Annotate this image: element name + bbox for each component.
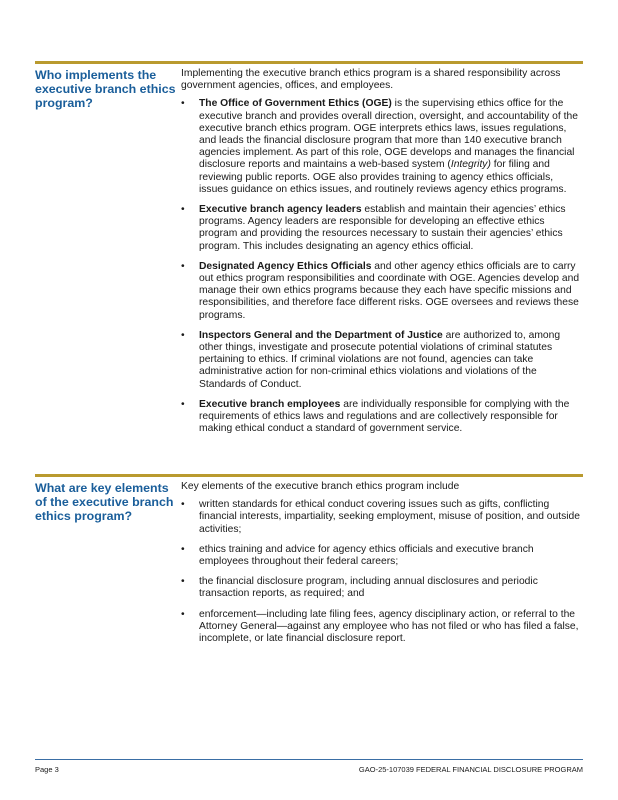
bullet-icon: • — [181, 543, 185, 555]
section-answer — [181, 477, 583, 653]
item-bold: Inspectors General and the Department of Justice — [199, 329, 443, 341]
bullet-icon: • — [181, 576, 185, 588]
section-question: What are key elements of the executive branch ethics program? — [35, 481, 174, 524]
report-id: GAO-25-107039 FEDERAL FINANCIAL DISCLOSURE PROGRAM — [358, 765, 583, 774]
bullet-icon: • — [181, 204, 185, 216]
list-item — [181, 98, 583, 196]
item-text: for filing and reviewing public reports. OGE also provides training to agency ethics officials, issues guidance on ethics issues, and routinely reviews agency ethics programs. — [199, 159, 567, 195]
section-who-implements — [35, 61, 583, 443]
footer-rule — [35, 759, 583, 760]
section-answer — [181, 64, 583, 443]
page-number: Page 3 — [35, 765, 59, 774]
list-item — [181, 499, 583, 536]
bullet-icon: • — [181, 398, 185, 410]
section-key-elements — [35, 474, 583, 653]
item-text: are authorized to, among other things, investigate and prosecute potential violations of criminal statutes pertaining to ethics. If criminal violations are not found, agencies can take administrative action for non-criminal ethics violations and violations of the Standards of Conduct. — [199, 329, 561, 390]
item-text: ethics training and advice for agency ethics officials and executive branch employees throughout their federal careers; — [199, 543, 534, 568]
bullet-icon: • — [181, 329, 185, 341]
list-item — [181, 261, 583, 322]
list-item — [181, 544, 583, 568]
list-item — [181, 609, 583, 646]
bullet-icon: • — [181, 608, 185, 620]
item-bold: Executive branch agency leaders — [199, 204, 362, 216]
item-text: and other agency ethics officials are to carry out ethics program responsibilities and coordinate with OGE. Agencies develop and manage their own ethics programs because they each have specific missions and responsibilities, and therefore face different risks. OGE oversees and reviews these programs. — [199, 260, 580, 321]
section-intro: Implementing the executive branch ethics program is a shared responsibility across government agencies, offices, and employees. — [181, 68, 561, 92]
item-bold: The Office of Government Ethics (OGE) — [199, 98, 392, 110]
item-bold: Executive branch employees — [199, 398, 341, 410]
item-text: written standards for ethical conduct covering issues such as gifts, conflicting financial interests, impartiality, seeking employment, misuse of position, and outside activities; — [199, 499, 580, 535]
item-text: are individually responsible for complying with the requirements of ethics laws and regulations and are collectively responsible for making ethical conduct a standard of government service. — [199, 398, 570, 435]
item-text: enforcement—including late filing fees, agency disciplinary action, or referral to the Attorney General—against any employee who has not filed or who has filed a false, incomplete, or late financial disclosure report. — [199, 608, 579, 645]
item-bold: Designated Agency Ethics Officials — [199, 260, 372, 272]
list-item — [181, 399, 583, 436]
item-text: the financial disclosure program, including annual disclosures and periodic transaction reports, as required; and — [199, 576, 538, 600]
section-intro: Key elements of the executive branch ethics program include — [181, 481, 460, 492]
responsibility-list — [181, 98, 583, 435]
section-question: Who implements the executive branch ethics program? — [35, 68, 176, 111]
item-text: establish and maintain their agencies’ ethics programs. Agency leaders are responsible for developing an effective ethics program and providing the resources necessary to sustain their agencies’ ethics program. This includes designating an agency ethics official. — [199, 204, 566, 252]
list-item — [181, 204, 583, 253]
bullet-icon: • — [181, 98, 185, 110]
list-item — [181, 330, 583, 391]
bullet-icon: • — [181, 260, 185, 272]
bullet-icon: • — [181, 499, 185, 511]
item-text: is the supervising ethics office for the executive branch and provides overall direction, oversight, and accountability of the executive branch ethics program. OGE interprets ethics laws, issues regulations, and leads the financial disclosure program that more than 140 executive branch agencies implement. As part of this role, OGE develops and manages the financial disclosure reports and maintains a web-based system ( — [199, 98, 578, 171]
elements-list — [181, 499, 583, 645]
list-item — [181, 576, 583, 600]
item-italic: Integrity) — [450, 159, 491, 171]
